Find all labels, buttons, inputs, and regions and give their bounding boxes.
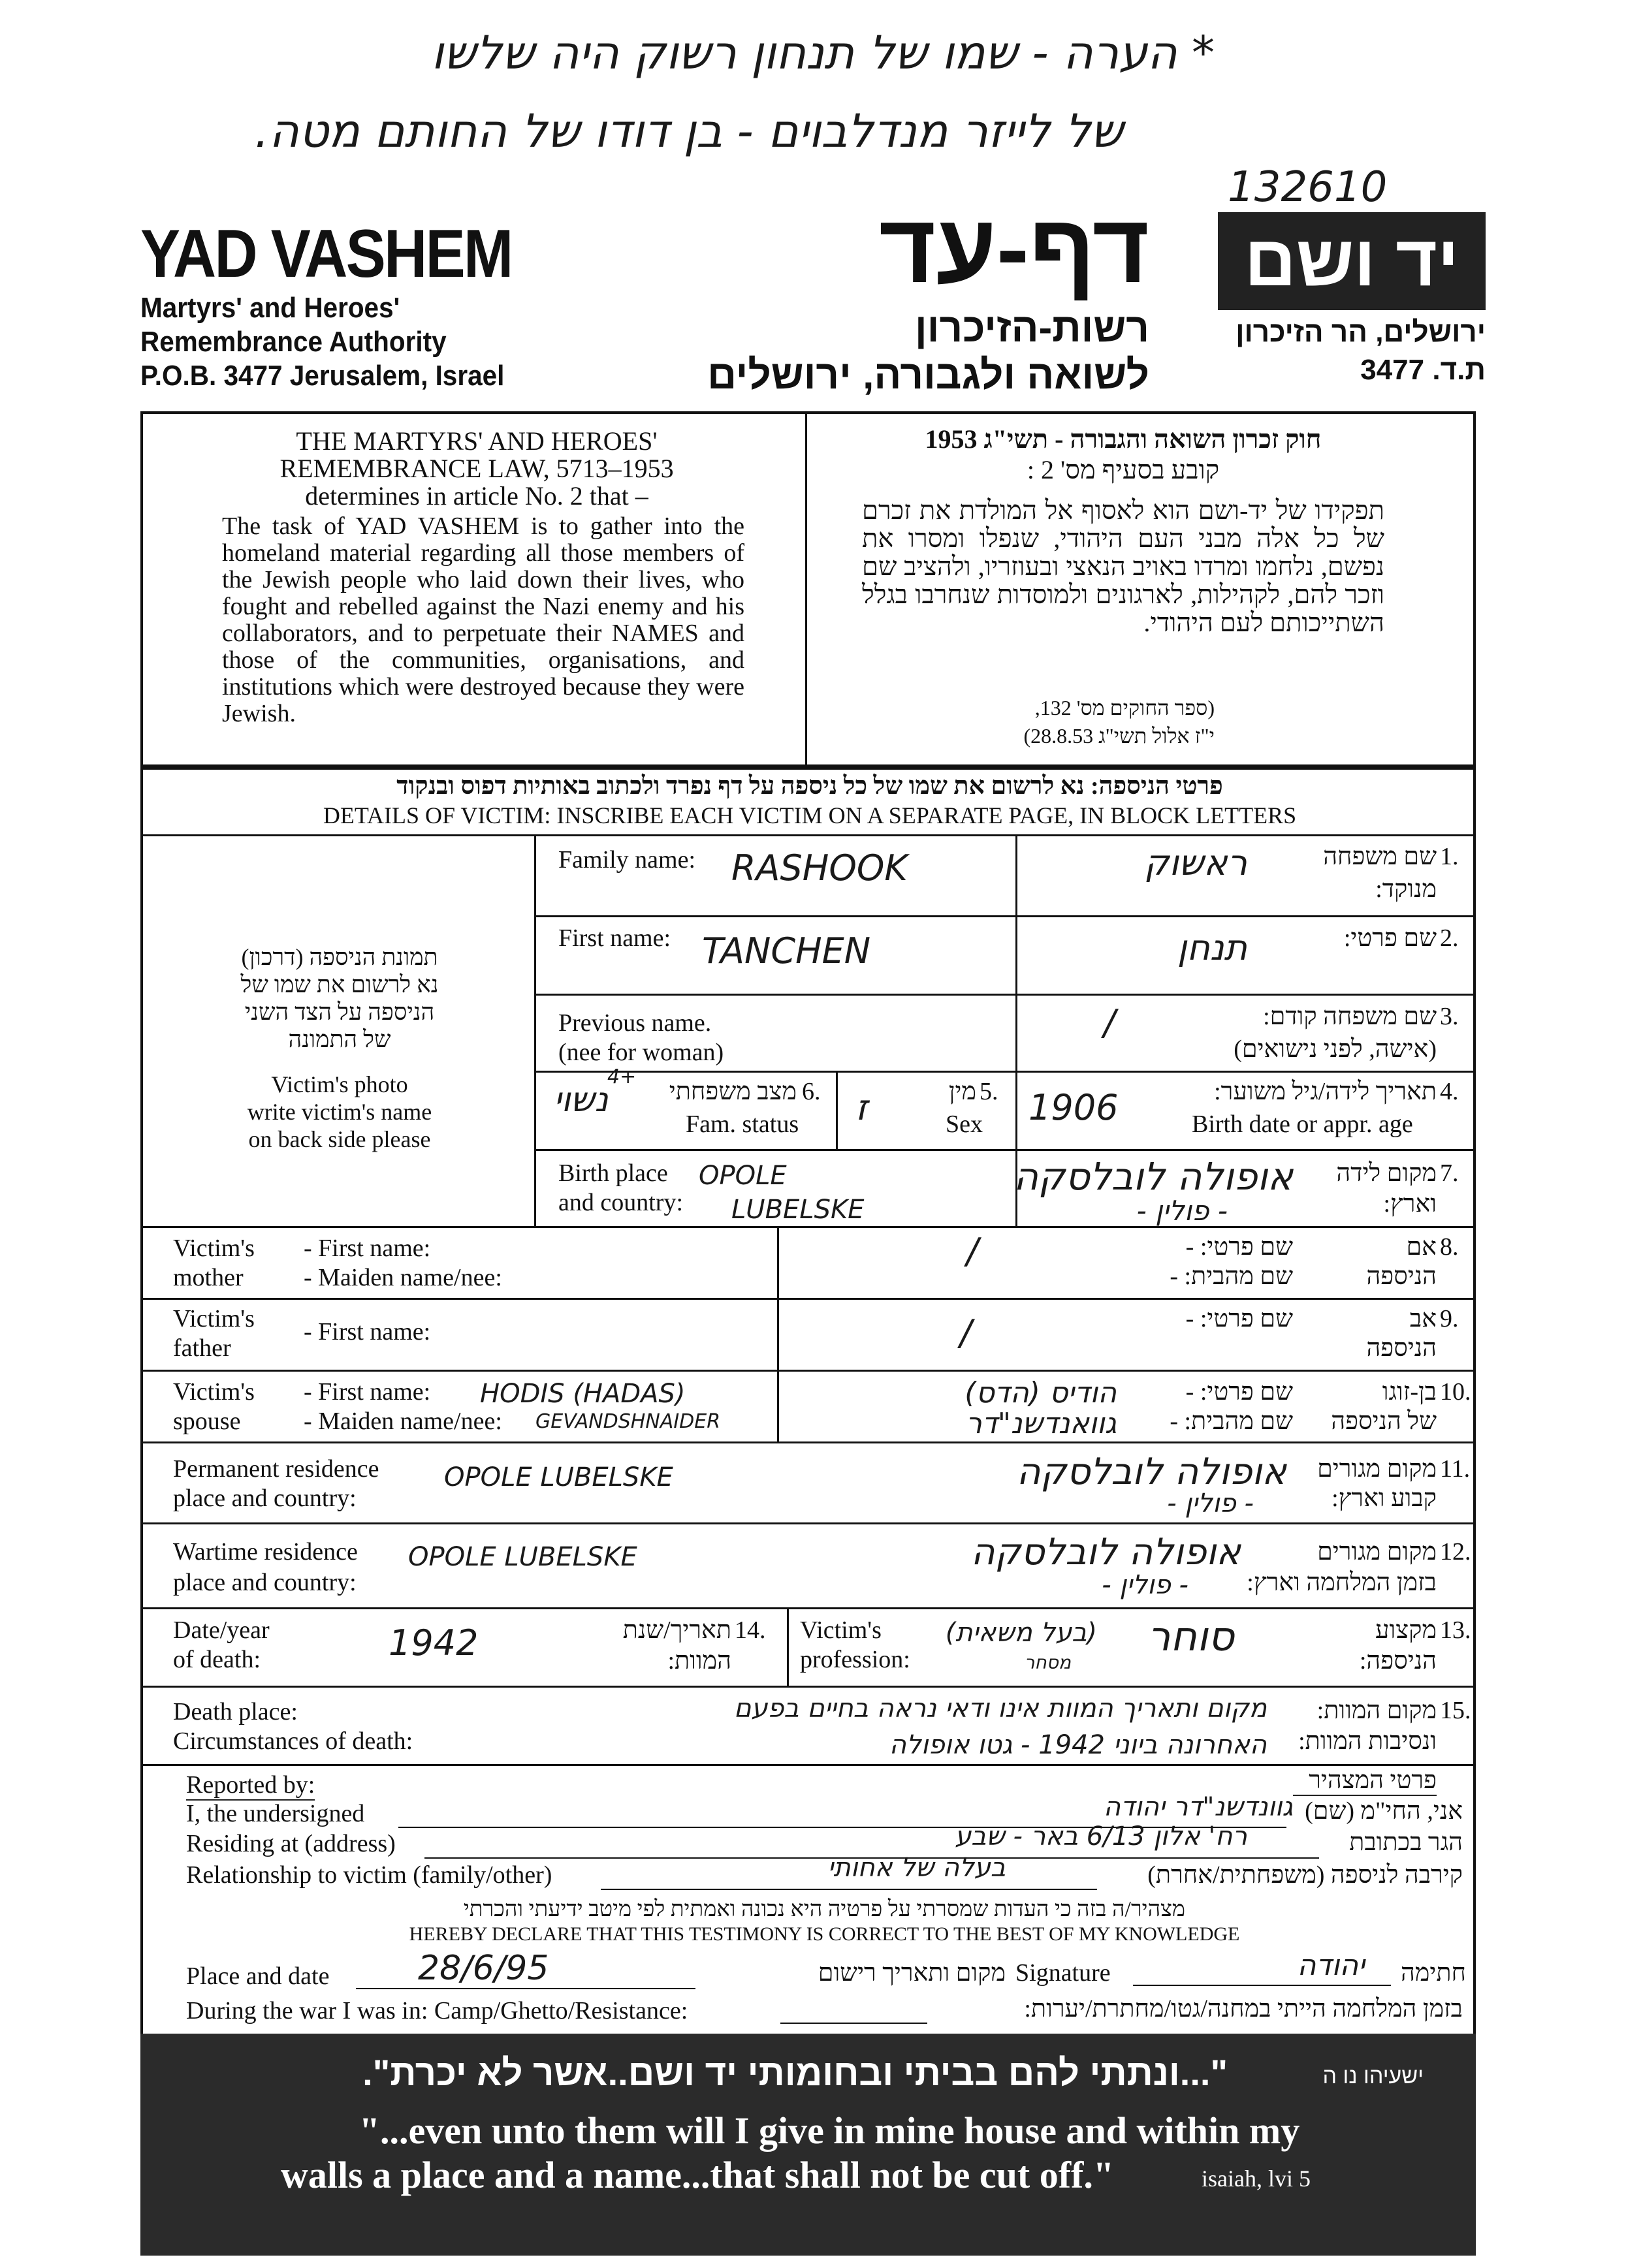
birth-place-label-he-2: וארץ: <box>1383 1190 1437 1218</box>
family-name-label: Family name: <box>558 846 696 874</box>
father-label-he-1: אב <box>1409 1305 1437 1332</box>
family-name-label-he-1: שם משפחה <box>1323 843 1437 870</box>
birth-place-value-en-1[interactable]: OPOLE <box>699 1161 787 1191</box>
death-place-label-2: Circumstances of death: <box>173 1727 413 1755</box>
field-num: 12. <box>1440 1538 1471 1566</box>
family-name-value-he[interactable]: ראשוק <box>1144 842 1247 883</box>
fill-line <box>780 2023 927 2024</box>
previous-name-label-2: (nee for woman) <box>558 1039 724 1066</box>
row-rule <box>140 1298 1476 1300</box>
profession-label-2: profession: <box>800 1646 910 1673</box>
footer-ref-he: ישעיהו נו ה <box>1322 2064 1424 2088</box>
wartime-value-en[interactable]: OPOLE LUBELSKE <box>408 1542 637 1572</box>
profession-label-1: Victim's <box>800 1616 882 1644</box>
col-rule <box>787 1607 789 1686</box>
footer-quote-he: "...ונתתי להם בביתי ובחומותי יד ושם..אשר לא יכרת". <box>362 2052 1228 2093</box>
law-he-ref-1: (ספר החוקים מס' 132, <box>1034 696 1215 719</box>
photo-he-3: הניספה על הצד השני <box>244 999 435 1025</box>
field-num: 13. <box>1440 1616 1471 1644</box>
death-place-label-he-2: ונסיבות המוות: <box>1298 1727 1437 1755</box>
residence-label-he-1: מקום מגורים <box>1317 1455 1437 1483</box>
row-rule <box>140 1764 1476 1766</box>
field-num: 4. <box>1440 1078 1459 1105</box>
mother-label-2: mother <box>173 1264 244 1291</box>
law-he-title-2: קובע בסעיף מס' 2 : <box>1027 455 1220 484</box>
residence-value-en[interactable]: OPOLE LUBELSKE <box>444 1462 673 1492</box>
photo-en-2: write victim's name <box>247 1099 432 1125</box>
father-label-he-2: הניספה <box>1366 1334 1437 1362</box>
reporter-title-he: פרטי המצהיר <box>1293 1766 1437 1796</box>
title-he: דף-עד <box>878 193 1149 303</box>
fam-status-label-en: Fam. status <box>686 1110 799 1138</box>
address-he-2: ת.ד. 3477 <box>1360 354 1486 386</box>
field-num: 6. <box>802 1078 821 1105</box>
field-num: 2. <box>1440 924 1459 952</box>
mother-label-he-1: אם <box>1406 1233 1437 1261</box>
field-num: 5. <box>980 1078 998 1105</box>
law-en-title-2: REMEMBRANCE LAW, 5713–1953 <box>279 454 674 483</box>
spouse-label-1: Victim's <box>173 1378 255 1406</box>
birth-place-value-en-2[interactable]: LUBELSKE <box>731 1195 865 1225</box>
handwritten-note-line1: * הערה - שמו של תנחון רשוק היה שלשו <box>431 26 1215 80</box>
declare-he: מצהיר/ה בזה כי העדות שמסרתי על פרטיה היא נכונה ואמתית לפי מיטב ידיעתי והכרתי <box>463 1897 1186 1921</box>
authority-en-2: Remembrance Authority <box>140 326 447 358</box>
relation-label: Relationship to victim (family/other) <box>186 1861 552 1889</box>
first-name-label: First name: <box>558 924 671 952</box>
residence-label-2: place and country: <box>173 1485 357 1512</box>
place-date-label-he: מקום ותאריך רישום <box>818 1959 1006 1987</box>
law-en-body: The task of YAD VASHEM is to gather into the homeland material regarding all those members of the Jewish people who laid down their lives, who fought and rebelled against the Nazi enemy and his collaborators, and to perpetuate their NAMES and those of the communities, organisations, and institutions which were destroyed because they were Jewish. <box>222 512 744 727</box>
family-name-value-en[interactable]: RASHOOK <box>731 847 908 889</box>
father-label-1: Victim's <box>173 1305 255 1332</box>
yad-vashem-logo: יד ושם <box>1218 212 1486 310</box>
birth-place-label-1: Birth place <box>558 1159 668 1187</box>
photo-he-2: נא לרשום את שמו של <box>240 971 439 998</box>
row-rule <box>534 1149 1476 1151</box>
father-sub-he-1: שם פרטי: - <box>1185 1305 1293 1332</box>
footer-ref-en: isaiah, lvi 5 <box>1202 2166 1311 2192</box>
mother-label-he-2: הניספה <box>1366 1263 1437 1290</box>
footer-quote-en-2: walls a place and a name...that shall not be cut off." <box>281 2154 1115 2196</box>
row-rule <box>534 1071 1476 1073</box>
fill-line <box>1133 1985 1391 1986</box>
instructions-rule <box>140 834 1476 836</box>
row-rule <box>140 1522 1476 1524</box>
declare-en: HEREBY DECLARE THAT THIS TESTIMONY IS CORRECT TO THE BEST OF MY KNOWLEDGE <box>409 1923 1240 1945</box>
profession-note-2: מסחר <box>1024 1652 1071 1673</box>
address-label-he: הגר בכתובת <box>1349 1829 1463 1856</box>
mother-sub-he-1: שם פרטי: - <box>1185 1233 1293 1261</box>
spouse-sub-he-2: שם מהבית: - <box>1170 1408 1293 1435</box>
birth-place-value-he-2[interactable]: - פולין - <box>1136 1195 1228 1227</box>
field-num: 3. <box>1440 1003 1459 1030</box>
signature-value[interactable]: יהודה <box>1297 1949 1365 1982</box>
previous-name-value[interactable]: / <box>1104 1002 1116 1043</box>
first-name-value-en[interactable]: TANCHEN <box>702 930 871 971</box>
org-name-en: YAD VASHEM <box>140 216 512 292</box>
wartime-label-he-1: מקום מגורים <box>1317 1538 1437 1566</box>
father-sub-1: - First name: <box>304 1318 431 1346</box>
instructions-he: פרטי הניספה: נא לרשום את שמו של כל ניספה על דף נפרד ולכתוב באותיות דפוס ובנקוד <box>396 772 1223 800</box>
wartime-label-1: Wartime residence <box>173 1538 358 1566</box>
address-en: P.O.B. 3477 Jerusalem, Israel <box>140 360 505 392</box>
field-num: 11. <box>1440 1455 1471 1483</box>
field-num: 9. <box>1440 1305 1459 1332</box>
photo-divider <box>534 834 536 1226</box>
place-date-label: Place and date <box>186 1962 330 1990</box>
fill-line <box>356 1988 695 1989</box>
spouse-label-he-1: בן-זוגו <box>1382 1378 1437 1406</box>
father-label-2: father <box>173 1334 231 1362</box>
first-name-label-he: שם פרטי: <box>1343 924 1437 952</box>
law-divider <box>805 411 807 767</box>
relation-label-he: קירבה לניספה (משפחתית/אחרת) <box>1147 1861 1463 1889</box>
field-num: 1. <box>1440 843 1459 870</box>
residence-label-1: Permanent residence <box>173 1455 379 1483</box>
wartime-value-he-2[interactable]: - פולין - <box>1102 1570 1188 1600</box>
birth-place-label-2: and country: <box>558 1189 684 1216</box>
birth-place-label-he-1: מקום לידה <box>1336 1159 1437 1187</box>
spouse-value-en-1[interactable]: HODIS (HADAS) <box>480 1379 686 1409</box>
residence-label-he-2: קבוע וארץ: <box>1331 1485 1437 1512</box>
family-name-label-he-2: מנוקד: <box>1375 875 1437 903</box>
row-rule <box>140 1686 1476 1688</box>
footer-quote-en-1: "...even unto them will I give in mine house and within my <box>359 2109 1300 2152</box>
field-num: 10. <box>1440 1378 1471 1406</box>
mother-value[interactable]: / <box>966 1231 979 1272</box>
birth-place-value-he-1[interactable]: אופולה לובלסקה <box>1013 1154 1293 1199</box>
fill-line <box>601 1889 1097 1890</box>
spouse-label-he-2: של הניספה <box>1331 1408 1437 1435</box>
death-place-label-1: Death place: <box>173 1698 298 1725</box>
authority-he-1: רשות-הזיכרון <box>915 306 1149 351</box>
photo-en-1: Victim's photo <box>271 1071 408 1097</box>
row-rule <box>140 1607 1476 1609</box>
law-he-title-1: חוק זכרון השואה והגבורה - תשי"ג 1953 <box>925 424 1322 454</box>
mother-label-1: Victim's <box>173 1235 255 1262</box>
previous-name-label-he-1: שם משפחה קודם: <box>1263 1003 1437 1030</box>
field-num: 7. <box>1440 1159 1459 1187</box>
reporter-title-en: Reported by: <box>186 1771 315 1801</box>
residence-value-he-1[interactable]: אופולה לובלסקה <box>1016 1451 1286 1493</box>
father-value[interactable]: / <box>960 1312 972 1353</box>
field-num: 14. <box>735 1616 766 1644</box>
instructions-en: DETAILS OF VICTIM: INSCRIBE EACH VICTIM ON A SEPARATE PAGE, IN BLOCK LETTERS <box>323 802 1297 828</box>
sex-value[interactable]: ז <box>855 1087 868 1128</box>
death-date-label-1: Date/year <box>173 1616 270 1644</box>
previous-name-label-he-2: (אישה, לפני נישואים) <box>1234 1035 1437 1063</box>
death-date-label-2: of death: <box>173 1646 261 1673</box>
fam-status-note: 4+ <box>607 1065 637 1088</box>
law-en-title-3: determines in article No. 2 that – <box>305 481 648 511</box>
law-he-body: תפקידו של יד-ושם הוא לאסוף אל המולדת את זכרם של כל אלה מבני העם היהודי, שנפלו ומסרו את נפשם, נלחמו ומרדו באויב הנאצי ובעוזריו, ולהציב שם וזכר להם, לקהילות, לארגונים ולמוסדות שנחרבו בגלל השתייכותם לעם היהודי. <box>862 496 1384 637</box>
profession-note: (בעל משאית) <box>945 1618 1097 1648</box>
law-he-ref-2: י"ז אלול תשי"ג 28.8.53) <box>1023 724 1215 748</box>
spouse-label-2: spouse <box>173 1408 241 1435</box>
photo-he-4: של התמונה <box>288 1026 391 1052</box>
spouse-value-he-1[interactable]: הודיס (הדס) <box>964 1376 1117 1410</box>
wartime-label-he-2: בזמן המלחמה וארץ: <box>1247 1569 1437 1596</box>
mother-sub-he-2: שם מהבית: - <box>1170 1263 1293 1290</box>
row-rule <box>140 1226 1476 1228</box>
address-value[interactable]: רח' אלון 6/13 באר - שבע <box>955 1821 1247 1851</box>
war-label-he: בזמן המלחמה הייתי במחנה/גטו/מחתרת/יערות: <box>1024 1995 1463 2023</box>
first-name-value-he[interactable]: תנחן <box>1177 927 1247 968</box>
col-rule <box>836 1071 838 1149</box>
row-rule <box>534 994 1476 996</box>
profession-label-he-2: הניספה: <box>1359 1647 1437 1675</box>
sex-label-he: מין <box>948 1078 976 1105</box>
page-number: 132610 <box>1228 163 1388 212</box>
residence-value-he-2[interactable]: - פולין - <box>1167 1488 1254 1519</box>
law-en-title-1: THE MARTYRS' AND HEROES' <box>296 426 658 456</box>
spouse-value-he-2[interactable]: גוואנדשנ"דר <box>965 1407 1117 1440</box>
row-rule <box>140 1370 1476 1372</box>
profession-value-he[interactable]: סוחר <box>1147 1613 1234 1660</box>
spouse-sub-1: - First name: <box>304 1378 431 1406</box>
field-num: 8. <box>1440 1233 1459 1261</box>
address-he-1: ירושלים, הר הזיכרון <box>1235 316 1486 348</box>
spouse-sub-2: - Maiden name/nee: <box>304 1408 502 1435</box>
birth-label-en: Birth date or appr. age <box>1192 1110 1413 1138</box>
death-date-value[interactable]: 1942 <box>389 1622 479 1663</box>
address-label: Residing at (address) <box>186 1830 396 1857</box>
wartime-value-he-1[interactable]: אופולה לובלסקה <box>970 1531 1241 1573</box>
signature-label-he: חתימה <box>1400 1959 1466 1987</box>
war-label: During the war I was in: Camp/Ghetto/Resistance: <box>186 1997 688 2024</box>
spouse-sub-he-1: שם פרטי: - <box>1185 1378 1293 1406</box>
row-rule <box>140 1441 1476 1443</box>
field-num: 15. <box>1440 1697 1471 1724</box>
authority-en-1: Martyrs' and Heroes' <box>140 292 400 324</box>
sex-label-en: Sex <box>946 1110 983 1138</box>
undersigned-label-he: אני, החי"מ (שם) <box>1305 1797 1463 1825</box>
death-place-value-2[interactable]: האחרונה ביוני 1942 - גטו אופולה <box>889 1730 1267 1760</box>
death-place-label-he-1: מקום המוות: <box>1316 1697 1437 1724</box>
spouse-value-en-2[interactable]: GEVANDSHNAIDER <box>535 1410 721 1433</box>
death-date-label-he-1: תאריך/שנת <box>622 1616 731 1644</box>
row-rule <box>534 915 1476 917</box>
profession-label-he-1: מקצוע <box>1375 1616 1437 1644</box>
photo-en-3: on back side please <box>248 1126 431 1152</box>
signature-label: Signature <box>1015 1959 1111 1987</box>
authority-he-2: לשואה ולגבורה, ירושלים <box>707 353 1149 398</box>
handwritten-note-line2: של לייזר מנדלבוים - בן דודו של החותם מטה. <box>254 104 1123 158</box>
birth-label-he: תאריך לידה/גיל משוער: <box>1214 1078 1437 1105</box>
wartime-label-2: place and country: <box>173 1569 357 1596</box>
previous-name-label-1: Previous name. <box>558 1009 712 1037</box>
relation-value[interactable]: בעלה של אחותי <box>827 1853 1006 1883</box>
undersigned-label: I, the undersigned <box>186 1800 365 1827</box>
mother-sub-2: - Maiden name/nee: <box>304 1264 502 1291</box>
undersigned-value[interactable]: גוונדשנ"דר יהודה <box>1104 1792 1293 1822</box>
fam-status-value[interactable]: נשוי <box>554 1080 609 1120</box>
fam-status-label-he: מצב משפחתי <box>669 1078 797 1105</box>
photo-he-1: תמונת הניספה (דרכון) <box>241 944 438 970</box>
col-rule <box>777 1226 779 1441</box>
birth-value[interactable]: 1906 <box>1028 1087 1119 1128</box>
death-place-value-1[interactable]: מקום ותאריך המוות אינו ודאי נראה בחיים בפעם <box>733 1693 1267 1724</box>
death-date-label-he-2: המוות: <box>667 1647 731 1675</box>
place-date-value[interactable]: 28/6/95 <box>418 1949 549 1988</box>
mother-sub-1: - First name: <box>304 1235 431 1262</box>
